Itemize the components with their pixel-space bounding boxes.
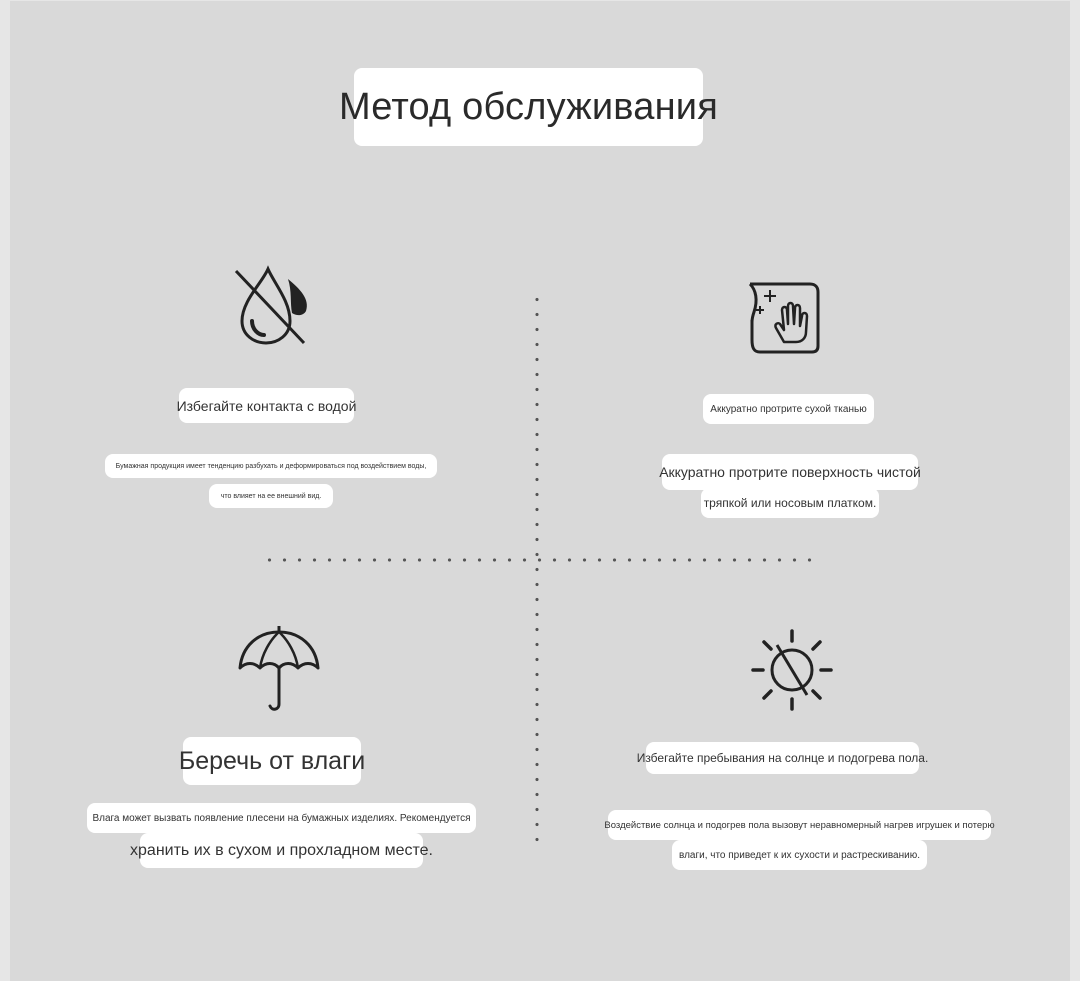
page-title: Метод обслуживания: [354, 68, 703, 146]
horizontal-dotted-divider: [262, 558, 812, 562]
sun-description-line-1: Воздействие солнца и подогрев пола вызовут неравномерный нагрев игрушек и потерю: [608, 810, 991, 840]
wipe-description-line-1: Аккуратно протрите поверхность чистой: [662, 454, 918, 490]
no-water-drop-icon: [232, 265, 312, 347]
sun-description-line-2: влаги, что приведет к их сухости и растрескиванию.: [672, 840, 927, 870]
vertical-dotted-divider: [535, 292, 539, 842]
wipe-cloth-hand-icon: [746, 280, 822, 354]
umbrella-icon: [236, 622, 322, 714]
wipe-heading: Аккуратно протрите сухой тканью: [703, 394, 874, 424]
no-sun-icon: [749, 627, 835, 713]
moisture-description-line-1: Влага может вызвать появление плесени на бумажных изделиях. Рекомендуется: [87, 803, 476, 833]
sun-heading: Избегайте пребывания на солнце и подогрева пола.: [646, 742, 919, 774]
moisture-heading: Беречь от влаги: [183, 737, 361, 785]
wipe-description-line-2: тряпкой или носовым платком.: [701, 488, 879, 518]
water-description-line-2: что влияет на ее внешний вид.: [209, 484, 333, 508]
water-heading: Избегайте контакта с водой: [179, 388, 354, 423]
moisture-description-line-2: хранить их в сухом и прохладном месте.: [140, 833, 423, 868]
water-description-line-1: Бумажная продукция имеет тенденцию разбухать и деформироваться под воздействием воды,: [105, 454, 437, 478]
